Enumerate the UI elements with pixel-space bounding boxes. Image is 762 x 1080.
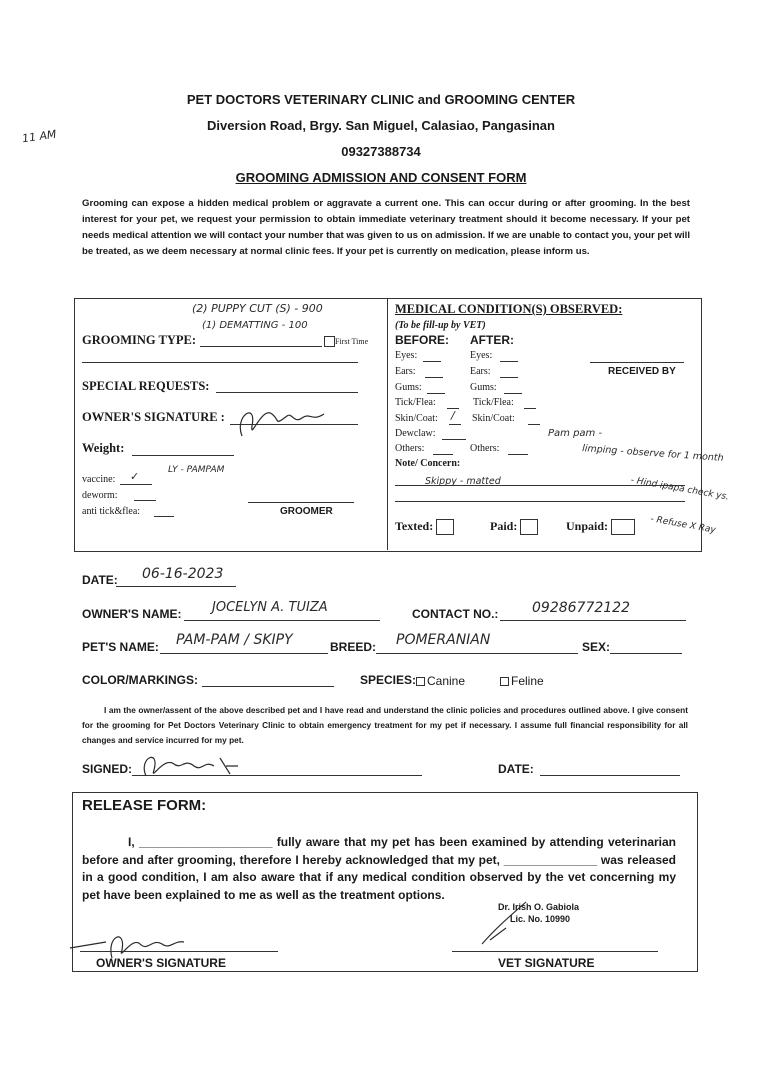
before-eyes: Eyes: [395, 350, 418, 361]
clinic-address: Diversion Road, Brgy. San Miguel, Calasiao, Pangasinan [207, 118, 555, 133]
deworm-label: deworm: [82, 490, 118, 501]
before-ears-line[interactable] [425, 377, 443, 378]
special-requests-line[interactable] [216, 392, 358, 393]
after-eyes-line[interactable] [500, 361, 518, 362]
grooming-type-value-1: (2) PUPPY CUT (S) - 900 [192, 302, 323, 315]
note-line-2[interactable] [395, 501, 685, 502]
release-paragraph: I, ____________________ fully aware that my pet has been examined by attending veterinarian before and after grooming, therefore I hereby acknowledged that my pet, ______________ was released in a good condition, I am also aware that if any medical condition observed by the vet concerning my pet have been explained to me as well as the treatment options. [82, 835, 676, 902]
owner-signature-label: OWNER'S SIGNATURE : [82, 410, 225, 424]
note-hand-5: - Refuse X Ray [649, 514, 717, 536]
weight-line[interactable] [132, 455, 234, 456]
after-skin-line[interactable] [528, 424, 540, 425]
received-by-line[interactable] [590, 362, 684, 363]
before-label: BEFORE: [395, 333, 449, 347]
received-by-label: RECEIVED BY [608, 366, 676, 377]
unpaid-text: Unpaid: [566, 519, 609, 533]
consent-date-label: DATE: [498, 762, 534, 776]
after-tick-line[interactable] [524, 408, 536, 409]
before-dewclaw: Dewclaw: [395, 428, 436, 439]
texted-text: Texted: [395, 519, 434, 533]
owner-name-value: JOCELYN A. TUIZA [212, 600, 328, 615]
contact-value: 09286772122 [532, 600, 630, 616]
special-requests-label: SPECIAL REQUESTS: [82, 379, 210, 393]
after-label: AFTER: [470, 333, 514, 347]
canine-text: Canine [427, 674, 466, 688]
anti-tick-line[interactable] [154, 516, 174, 517]
anti-tick-label: anti tick&flea: [82, 506, 141, 517]
before-ears: Ears: [395, 366, 416, 377]
before-skin-line[interactable] [449, 424, 461, 425]
signed-label: SIGNED: [82, 762, 133, 776]
before-eyes-line[interactable] [423, 361, 441, 362]
before-gums-line[interactable] [427, 393, 445, 394]
release-title: RELEASE FORM: [82, 797, 207, 814]
sex-line[interactable] [610, 653, 682, 654]
first-time-label: First Time [335, 337, 369, 346]
texted-checkbox[interactable] [436, 519, 454, 535]
vet-stamp-name: Dr. Irish O. Gabiola [498, 902, 580, 912]
medical-title: MEDICAL CONDITION(S) OBSERVED: [395, 302, 623, 316]
before-tick: Tick/Flea: [395, 397, 436, 408]
before-others: Others: [395, 443, 425, 454]
owner-name-line[interactable] [184, 620, 380, 621]
feline-option[interactable] [500, 674, 544, 688]
consent-date-line[interactable] [540, 775, 680, 776]
breed-line[interactable] [376, 653, 578, 654]
groomer-line[interactable] [248, 502, 354, 503]
vet-stamp-license: Lic. No. 10990 [510, 914, 571, 924]
date-value: 06-16-2023 [142, 566, 224, 582]
after-ears-line[interactable] [500, 377, 518, 378]
after-skin: Skin/Coat: [472, 413, 515, 424]
vaccine-label: vaccine: [82, 474, 116, 485]
before-gums: Gums: [395, 382, 422, 393]
pet-name-value: PAM-PAM / SKIPY [176, 632, 293, 648]
medical-subtitle: (To be fill-up by VET) [395, 320, 486, 331]
paid-text: Paid: [490, 519, 518, 533]
pet-name-label: PET'S NAME: [82, 640, 159, 654]
after-others-line[interactable] [508, 454, 528, 455]
grooming-type-label: GROOMING TYPE: [82, 333, 197, 347]
unpaid-label [566, 519, 635, 535]
note-label: Note/ Concern: [395, 458, 461, 469]
paid-label [490, 519, 538, 535]
sex-label: SEX: [582, 640, 611, 654]
note-hand-2: limping - observe for 1 month [581, 443, 724, 464]
vaccine-line[interactable] [120, 484, 152, 485]
vet-signature-line[interactable] [452, 951, 658, 952]
contact-line[interactable] [500, 620, 686, 621]
date-line[interactable] [116, 586, 236, 587]
pet-name-line[interactable] [160, 653, 328, 654]
after-others: Others: [470, 443, 500, 454]
owner-signature-scribble [232, 396, 332, 446]
before-skin: Skin/Coat: [395, 413, 438, 424]
weight-label: Weight: [82, 441, 125, 455]
owner-name-label: OWNER'S NAME: [82, 607, 182, 621]
groomer-label: GROOMER [280, 506, 333, 517]
species-label: SPECIES: [360, 673, 417, 687]
grooming-type-line[interactable] [200, 346, 322, 347]
after-tick: Tick/Flea: [473, 397, 514, 408]
feline-text: Feline [511, 674, 544, 688]
unpaid-checkbox[interactable] [611, 519, 635, 535]
intro-paragraph: Grooming can expose a hidden medical problem or aggravate a current one. This can occur during or after grooming. In the best interest for your pet, we request your permission to obtain immediate veterinary treatment should it become necessary. If your pet needs medical attention we will contact your number that was given to us on admission. If we are unable to contact you, your pet will be treated, as we deem necessary at normal clinic fees. If your pet is currently on medication, please inform us. [82, 198, 690, 257]
vet-signature-scribble [476, 898, 536, 948]
breed-value: POMERANIAN [396, 632, 491, 648]
date-label: DATE: [82, 573, 118, 587]
vaccine-value: LY - PAMPAM [168, 465, 225, 475]
first-time-checkbox[interactable] [324, 336, 335, 347]
note-hand-1: Pam pam - [548, 428, 603, 439]
box-divider [387, 298, 388, 550]
canine-option[interactable] [416, 674, 465, 688]
form-title: GROOMING ADMISSION AND CONSENT FORM [235, 170, 527, 185]
color-line[interactable] [202, 686, 334, 687]
grooming-type-value-2: (1) DEMATTING - 100 [202, 320, 308, 331]
color-label: COLOR/MARKINGS: [82, 673, 198, 687]
vet-signature-label: VET SIGNATURE [498, 956, 595, 970]
note-hand-4: - Hind ipapa check ys. [629, 475, 730, 503]
deworm-line[interactable] [134, 500, 156, 501]
feline-checkbox[interactable] [500, 677, 509, 686]
before-others-line[interactable] [433, 454, 453, 455]
paid-checkbox[interactable] [520, 519, 538, 535]
canine-checkbox[interactable] [416, 677, 425, 686]
signed-signature-scribble [134, 744, 254, 784]
vaccine-check: ✓ [130, 470, 140, 483]
breed-label: BREED: [330, 640, 377, 654]
margin-time-note: 11 AM [21, 127, 58, 146]
contact-label: CONTACT NO.: [412, 607, 499, 621]
grooming-type-line-2[interactable] [82, 362, 358, 363]
note-hand-3: Skippy - matted [425, 476, 501, 487]
clinic-phone: 09327388734 [341, 144, 421, 159]
owner-release-signature-label: OWNER'S SIGNATURE [96, 956, 226, 970]
owner-release-signature-line[interactable] [80, 951, 278, 952]
after-gums: Gums: [470, 382, 497, 393]
texted-label [395, 519, 454, 535]
clinic-name: PET DOCTORS VETERINARY CLINIC and GROOMING CENTER [186, 92, 576, 107]
consent-paragraph: I am the owner/assent of the above described pet and I have read and understand the clinic policies and procedures outlined above. I give consent for the grooming for Pet Doctors Veterinary Clinic to obtain emergency treatment for my pet if necessary. I assume full financial responsibility for all changes and service incurred for my pet. [82, 705, 688, 745]
before-dewclaw-line[interactable] [442, 439, 466, 440]
after-ears: Ears: [470, 366, 491, 377]
before-skin-mark: / [451, 409, 455, 422]
after-gums-line[interactable] [504, 393, 522, 394]
after-eyes: Eyes: [470, 350, 493, 361]
